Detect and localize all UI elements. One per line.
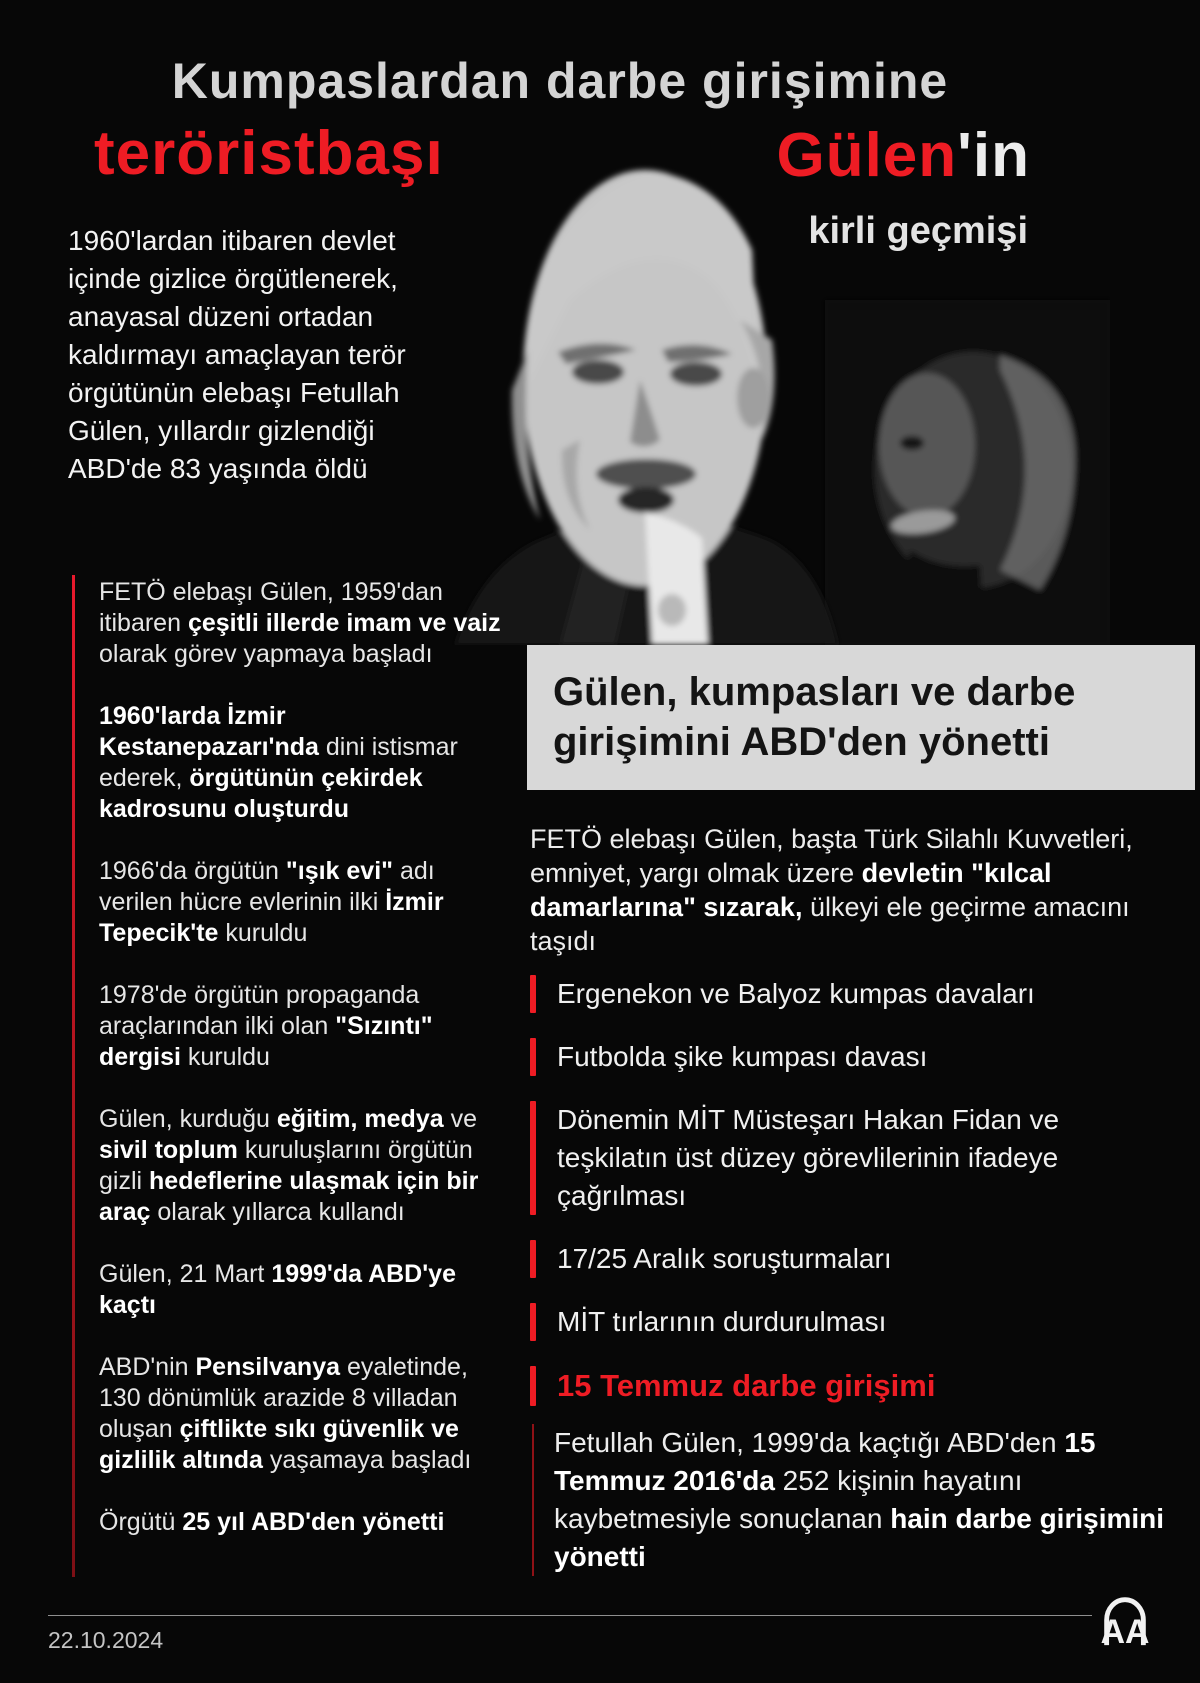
footer-divider: [48, 1615, 1092, 1616]
bullet-marker: [530, 1303, 536, 1341]
title-name-suffix: 'in: [957, 121, 1030, 190]
timeline-item: Örgütü 25 yıl ABD'den yönetti: [99, 1508, 445, 1536]
bullet-marker: [530, 1366, 536, 1406]
title-subtitle: kirli geçmişi: [808, 210, 1028, 252]
bullet-text: MİT tırlarının durdurulması: [557, 1306, 887, 1337]
footer-date: 22.10.2024: [48, 1627, 164, 1653]
intro-paragraph: 1960'lardan itibaren devlet içinde gizlice örgütlenerek, anayasal düzeni ortadan kaldırmayı amaçlayan terör örgütünün elebaşı Fetullah Gülen, yıllardır gizlendiği ABD'de 83 yaşında öldü: [68, 225, 406, 484]
bullet-text: Ergenekon ve Balyoz kumpas davaları: [557, 978, 1035, 1009]
section-header-box: [527, 645, 1195, 790]
bullet-item: [530, 1240, 1175, 1278]
timeline-list: [99, 575, 501, 1569]
bullet-item: [530, 975, 1175, 1013]
bullet-marker: [530, 975, 536, 1013]
timeline-line: [72, 575, 75, 1577]
bullet-item: [530, 1038, 1175, 1076]
title-line1: Kumpaslardan darbe girişimine: [171, 53, 949, 109]
bullet-marker: [530, 1101, 536, 1215]
right-paragraph: FETÖ elebaşı Gülen, başta Türk Silahlı Kuvvetleri, emniyet, yargı olmak üzere devletin "kılcal damarlarına" sızarak, ülkeyi ele geçirme amacını taşıdı: [530, 824, 1133, 956]
timeline-item: 1960'larda İzmir Kestanepazarı'nda dini istismar ederek, örgütünün çekirdek kadrosunu oluşturdu: [99, 702, 458, 823]
bullet-list: [530, 975, 1175, 1431]
timeline-item: 1966'da örgütün "ışık evi" adı verilen hücre evlerinin ilki İzmir Tepecik'te kuruldu: [99, 857, 444, 947]
title-name-red: Gülen: [776, 121, 958, 190]
timeline-item: Gülen, 21 Mart 1999'da ABD'ye kaçtı: [99, 1260, 456, 1319]
bullet-text: Futbolda şike kumpası davası: [557, 1041, 928, 1072]
bullet-marker: [530, 1240, 536, 1278]
timeline-item: FETÖ elebaşı Gülen, 1959'dan itibaren çeşitli illerde imam ve vaiz olarak görev yapmaya başladı: [99, 578, 501, 668]
bullet-text: 15 Temmuz darbe girişimi: [557, 1368, 936, 1403]
fetullah-gulen-portrait: [455, 170, 838, 645]
bullet-text: 17/25 Aralık soruşturmaları: [557, 1243, 892, 1274]
bullet-marker: [530, 1038, 536, 1076]
bullet-item: [530, 1101, 1175, 1215]
bullet-item: [530, 1303, 1175, 1341]
title-red-word: teröristbaşı: [94, 119, 444, 188]
section-header-title: Gülen, kumpasları ve darbe girişimini ABD'den yönetti: [553, 670, 1076, 764]
timeline-item: Gülen, kurduğu eğitim, medya ve sivil toplum kuruluşlarını örgütün gizli hedeflerine ulaşmak için bir araç olarak yıllarca kullandı: [99, 1105, 479, 1226]
timeline-item: ABD'nin Pensilvanya eyaletinde, 130 dönümlük arazide 8 villadan oluşan çiftlikte sıkı güvenlik ve gizlilik altında yaşamaya başladı: [99, 1353, 472, 1474]
bullet-text: Dönemin MİT Müsteşarı Hakan Fidan ve teşkilatın üst düzey görevlilerinin ifadeye çağrılması: [557, 1104, 1060, 1211]
closing-paragraph: Fetullah Gülen, 1999'da kaçtığı ABD'den 15 Temmuz 2016'da 252 kişinin hayatını kaybetmesiyle sonuçlanan hain darbe girişimini yönetti: [532, 1424, 1174, 1576]
anadolu-agency-logo-icon: [1096, 1590, 1154, 1648]
photo-collage: [440, 140, 1110, 645]
agency-monogram: AA: [1100, 1613, 1150, 1648]
gulen-profile-dark: [825, 300, 1110, 645]
bullet-item: [530, 1366, 1175, 1406]
timeline-item: 1978'de örgütün propaganda araçlarından ilki olan "Sızıntı" dergisi kuruldu: [99, 981, 433, 1071]
